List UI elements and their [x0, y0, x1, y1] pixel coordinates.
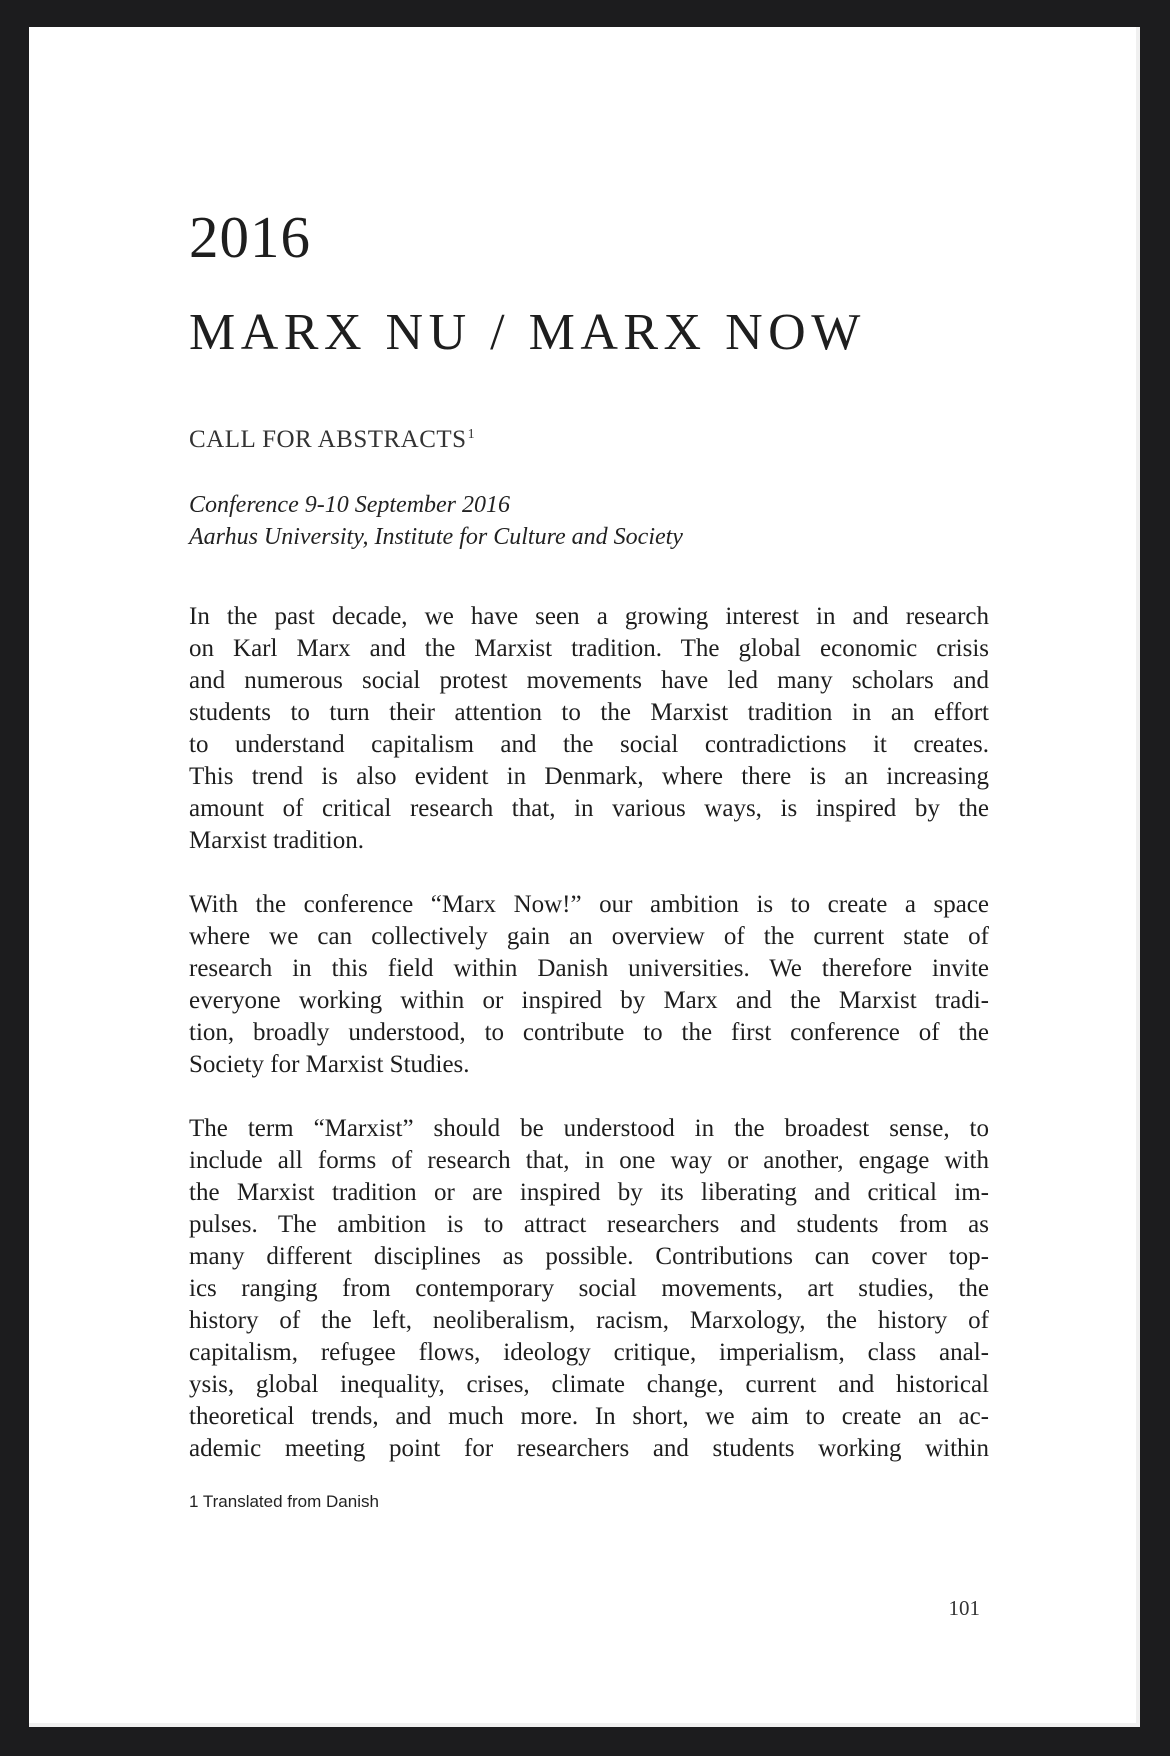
paragraph-line: everyone working within or inspired by Marx and the Marxist tradi- [189, 987, 989, 1014]
paragraph-line: This trend is also evident in Denmark, where there is an increasing [189, 763, 989, 790]
section-heading [189, 427, 475, 452]
paragraph-line: capitalism, refugee flows, ideology critique, imperialism, class anal- [189, 1339, 989, 1366]
paragraph-line: history of the left, neoliberalism, racism, Marxology, the history of [189, 1307, 989, 1334]
body-paragraph [189, 1113, 989, 1465]
paragraph-line: research in this field within Danish universities. We therefore invite [189, 955, 989, 982]
paragraph-line: where we can collectively gain an overview of the current state of [189, 923, 989, 950]
conference-dates: Conference 9-10 September 2016 [189, 492, 511, 518]
chapter-title: MARX NU / MARX NOW [189, 304, 866, 361]
paragraph-line: the Marxist tradition or are inspired by its liberating and critical im- [189, 1179, 989, 1206]
paragraph-line: and numerous social protest movements have led many scholars and [189, 667, 989, 694]
footnote-marker: 1 [467, 427, 476, 442]
paragraph-line: The term “Marxist” should be understood in the broadest sense, to [189, 1115, 989, 1142]
paragraph-line: many different disciplines as possible. Contributions can cover top- [189, 1243, 989, 1270]
paragraph-line: tion, broadly understood, to contribute to the first conference of the [189, 1019, 989, 1046]
paragraph-line: ademic meeting point for researchers and students working within [189, 1435, 989, 1462]
page-number: 101 [948, 1596, 980, 1620]
footnote: 1 Translated from Danish [189, 1492, 379, 1511]
paragraph-line: theoretical trends, and much more. In short, we aim to create an ac- [189, 1403, 989, 1430]
paragraph-line: pulses. The ambition is to attract researchers and students from as [189, 1211, 989, 1238]
conference-venue: Aarhus University, Institute for Culture and Society [189, 524, 683, 550]
paragraph-line: include all forms of research that, in one way or another, engage with [189, 1147, 989, 1174]
paragraph-line: ysis, global inequality, crises, climate change, current and historical [189, 1371, 989, 1398]
paragraph-line: amount of critical research that, in various ways, is inspired by the [189, 795, 989, 822]
chapter-year: 2016 [189, 204, 311, 270]
paragraph-line: to understand capitalism and the social contradictions it creates. [189, 731, 989, 758]
body-paragraph [189, 601, 989, 857]
paragraph-line: on Karl Marx and the Marxist tradition. The global economic crisis [189, 635, 989, 662]
paragraph-line: Society for Marxist Studies. [189, 1051, 470, 1078]
body-text [189, 601, 989, 1497]
body-paragraph [189, 889, 989, 1081]
section-heading-text: CALL FOR ABSTRACTS [189, 426, 467, 453]
paragraph-line: In the past decade, we have seen a growing interest in and research [189, 603, 989, 630]
conference-meta [189, 489, 683, 553]
paragraph-line: Marxist tradition. [189, 827, 364, 854]
document-page [29, 27, 1140, 1727]
paragraph-line: students to turn their attention to the Marxist tradition in an effort [189, 699, 989, 726]
paragraph-line: With the conference “Marx Now!” our ambition is to create a space [189, 891, 989, 918]
paragraph-line: ics ranging from contemporary social movements, art studies, the [189, 1275, 989, 1302]
